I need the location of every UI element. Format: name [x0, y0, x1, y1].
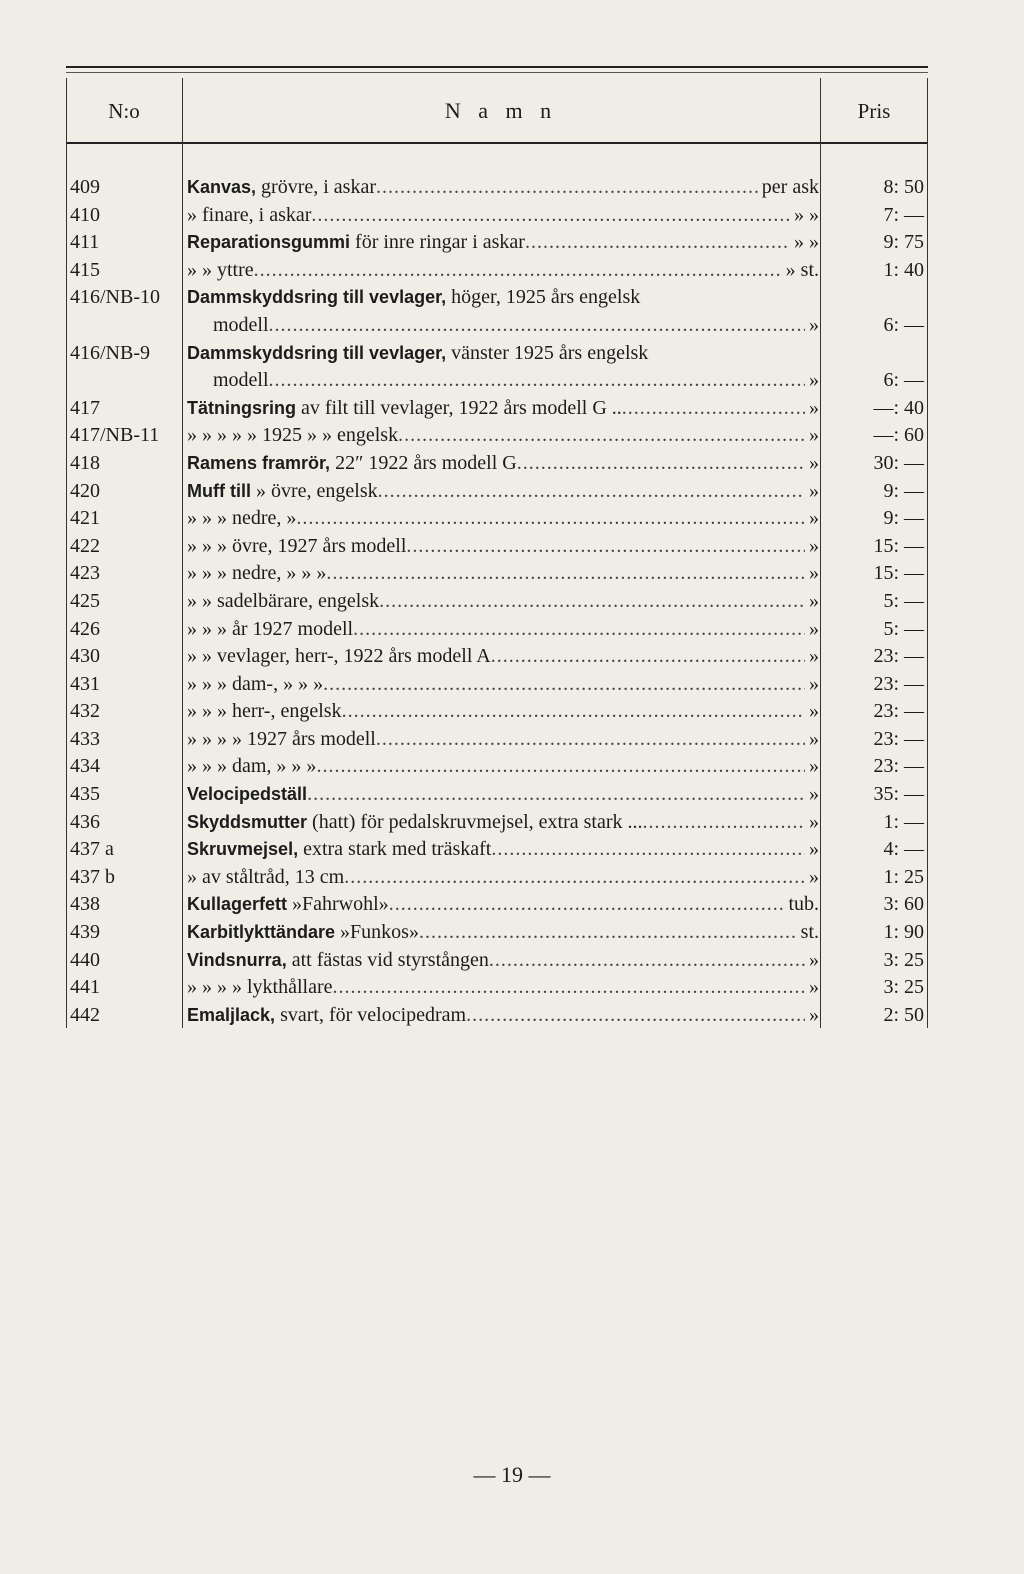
leader-dots: [353, 616, 805, 644]
item-name: [187, 753, 819, 781]
leader-dots: [525, 229, 790, 257]
item-name: [187, 560, 819, 588]
item-name-text: [187, 781, 307, 809]
item-name: [187, 533, 819, 561]
item-name: [187, 257, 819, 285]
item-price: 3: 60: [883, 893, 924, 916]
item-price: 5: —: [883, 589, 924, 612]
item-number: 418: [70, 451, 100, 474]
item-number: 417: [70, 396, 100, 419]
item-unit: »: [809, 451, 819, 474]
item-unit: »: [809, 313, 819, 336]
item-name: [187, 1002, 819, 1030]
item-price: 1: 25: [883, 865, 924, 888]
item-name-text: [187, 1002, 466, 1030]
leader-dots: [307, 781, 805, 809]
item-unit: »: [809, 534, 819, 557]
item-name-bold: Muff till: [187, 480, 251, 501]
table-row: [66, 257, 928, 285]
leader-dots: [643, 809, 806, 837]
item-unit: »: [809, 507, 819, 530]
leader-dots: [406, 533, 805, 561]
item-number: 433: [70, 727, 100, 750]
item-name-text: [187, 284, 640, 312]
item-name-bold: Vindsnurra,: [187, 949, 287, 970]
item-name-rest: » » » nedre, »: [187, 507, 297, 530]
table-row: [66, 478, 928, 506]
item-number: 417/NB-11: [70, 424, 160, 447]
leader-dots: [269, 367, 805, 395]
leader-dots: [254, 257, 782, 285]
table-row: [66, 809, 928, 837]
item-number: 442: [70, 1003, 100, 1026]
item-price: 9: —: [883, 507, 924, 530]
item-name: [187, 284, 819, 312]
item-unit: [640, 284, 644, 312]
item-price: 8: 50: [883, 176, 924, 198]
item-name-rest: » » » » 1927 års modell: [187, 727, 376, 750]
item-price: 23: —: [873, 645, 924, 668]
item-price: 23: —: [873, 727, 924, 750]
item-name: [187, 947, 819, 975]
item-name-rest: svart, för velocipedram: [275, 1003, 467, 1026]
item-name-rest: » » vevlager, herr-, 1922 års modell A: [187, 645, 491, 668]
leader-dots: [378, 478, 805, 506]
item-price: 23: —: [873, 755, 924, 778]
item-name: [187, 202, 819, 230]
table-row: [66, 671, 928, 699]
top-rule-thin: [66, 72, 928, 73]
item-name: [187, 422, 819, 450]
item-name-rest: » » » herr-, engelsk: [187, 700, 342, 723]
item-price: 3: 25: [883, 976, 924, 999]
item-name-text: [187, 202, 311, 230]
item-price: 2: 50: [883, 1003, 924, 1026]
leader-dots: [491, 836, 805, 864]
item-name-text: [187, 947, 489, 975]
item-name-rest: » av ståltråd, 13 cm: [187, 865, 345, 888]
item-name: [187, 698, 819, 726]
top-rule: [66, 66, 928, 68]
leader-dots: [269, 312, 805, 340]
item-name: [187, 726, 819, 754]
item-name-rest: » » » år 1927 modell: [187, 617, 354, 640]
item-name-text: [187, 257, 254, 285]
item-name-rest: att fästas vid styrstången: [286, 948, 489, 971]
table-row: [66, 367, 928, 395]
item-name-text: [187, 726, 376, 754]
leader-dots: [622, 395, 805, 423]
item-name-text: [187, 643, 491, 671]
item-number: 421: [70, 507, 100, 530]
leader-dots: [389, 891, 785, 919]
table-header: [66, 80, 928, 142]
item-price: 6: —: [883, 313, 924, 336]
item-name-rest: »Fahrwohl»: [287, 893, 389, 916]
table-row: [66, 1002, 928, 1030]
table-row: [66, 753, 928, 781]
item-unit: »: [809, 976, 819, 999]
table-row: [66, 284, 928, 312]
item-unit: »: [809, 672, 819, 695]
item-name: [187, 616, 819, 644]
item-name-rest: » övre, engelsk: [250, 479, 378, 502]
item-name-rest: 22″ 1922 års modell G: [330, 451, 517, 474]
item-number: 426: [70, 617, 100, 640]
item-name-rest: » » » övre, 1927 års modell: [187, 534, 407, 557]
leader-dots: [376, 174, 758, 202]
item-unit: »: [809, 645, 819, 668]
item-name-rest: för inre ringar i askar: [350, 231, 525, 254]
item-name: [187, 919, 819, 947]
page-number: — 19 —: [473, 1462, 551, 1487]
item-unit: »: [809, 479, 819, 502]
item-name-rest: modell: [213, 313, 269, 336]
table-row: [66, 643, 928, 671]
item-name-bold: Dammskyddsring till vevlager,: [187, 342, 447, 363]
item-name-bold: Karbitlykttändare: [187, 922, 336, 943]
item-unit: »: [809, 617, 819, 640]
item-name-text: [187, 560, 326, 588]
item-unit: [648, 340, 652, 368]
item-name: [187, 312, 819, 340]
table-row: [66, 202, 928, 230]
item-name: [187, 340, 819, 368]
leader-dots: [342, 698, 805, 726]
item-unit: »: [809, 948, 819, 971]
item-name-rest: (hatt) för pedalskruvmejsel, extra stark ...: [307, 810, 643, 833]
item-name-rest: » finare, i askar: [187, 203, 312, 226]
leader-dots: [489, 947, 805, 975]
item-name: [187, 974, 819, 1002]
header-name: N a m n: [444, 98, 558, 123]
item-price: 23: —: [873, 672, 924, 695]
leader-dots: [326, 560, 805, 588]
item-number: 437 b: [70, 865, 115, 888]
item-name: [187, 450, 819, 478]
item-price: 5: —: [883, 617, 924, 640]
item-number: 439: [70, 921, 100, 944]
leader-dots: [296, 505, 805, 533]
item-name-text: [187, 422, 398, 450]
table-row: [66, 340, 928, 368]
item-unit: »: [809, 865, 819, 888]
item-name-text: [187, 891, 389, 919]
item-unit: »: [809, 424, 819, 447]
item-name-text: [187, 616, 353, 644]
item-name-rest: » » sadelbärare, engelsk: [187, 589, 380, 612]
table-row: [66, 560, 928, 588]
item-name: [187, 367, 819, 395]
table-row: [66, 698, 928, 726]
table-row: [66, 947, 928, 975]
item-name: [187, 505, 819, 533]
item-price: 35: —: [873, 783, 924, 806]
item-name-bold: Kullagerfett: [187, 894, 288, 915]
item-name: [187, 588, 819, 616]
leader-dots: [419, 919, 797, 947]
item-name: [187, 174, 819, 202]
header-rule: [66, 142, 928, 144]
leader-dots: [333, 974, 805, 1002]
item-unit: » »: [794, 231, 819, 254]
item-number: 411: [70, 231, 100, 254]
item-name-rest: modell: [213, 369, 269, 392]
item-name-bold: Dammskyddsring till vevlager,: [187, 287, 447, 308]
item-name: [187, 891, 819, 919]
item-name: [187, 671, 819, 699]
item-name-rest: » » » » lykthållare: [187, 976, 333, 999]
item-price: 1: —: [883, 810, 924, 833]
item-name-text: [213, 367, 269, 395]
table-row: [66, 395, 928, 423]
item-unit: per ask: [761, 176, 819, 198]
item-name-text: [187, 174, 376, 202]
item-name-bold: Skruvmejsel,: [187, 839, 299, 860]
leader-dots: [398, 422, 805, 450]
item-name: [187, 809, 819, 837]
item-number: 409: [70, 176, 100, 198]
header-price: Pris: [857, 98, 891, 123]
item-name-rest: av filt till vevlager, 1922 års modell G ..: [296, 396, 622, 419]
item-price: 15: —: [873, 562, 924, 585]
item-number: 435: [70, 783, 100, 806]
item-unit: »: [809, 838, 819, 861]
item-name-rest: extra stark med träskaft: [298, 838, 492, 861]
leader-dots: [316, 753, 805, 781]
item-number: 432: [70, 700, 100, 723]
leader-dots: [517, 450, 805, 478]
item-price: 4: —: [883, 838, 924, 861]
item-name-text: [187, 809, 643, 837]
item-price: 30: —: [873, 451, 924, 474]
table-row: [66, 588, 928, 616]
item-number: 416/NB-10: [70, 286, 160, 309]
item-unit: »: [809, 755, 819, 778]
item-price: 7: —: [883, 203, 924, 226]
item-unit: » »: [794, 203, 819, 226]
item-number: 436: [70, 810, 100, 833]
table-row: [66, 726, 928, 754]
table-row: [66, 919, 928, 947]
item-unit: »: [809, 562, 819, 585]
leader-dots: [466, 1002, 805, 1030]
item-name: [187, 836, 819, 864]
item-name-bold: Emaljlack,: [187, 1004, 276, 1025]
item-number: 431: [70, 672, 100, 695]
item-unit: »: [809, 700, 819, 723]
item-name: [187, 864, 819, 892]
item-name-rest: » » yttre: [187, 258, 254, 281]
item-name-text: [187, 671, 323, 699]
item-name-text: [187, 588, 379, 616]
item-name-rest: » » » nedre, » » »: [187, 562, 327, 585]
item-name-rest: »Funkos»: [335, 921, 419, 944]
item-unit: »: [809, 396, 819, 419]
table-row: [66, 974, 928, 1002]
item-name-text: [187, 919, 419, 947]
item-number: 430: [70, 645, 100, 668]
table-row: [66, 450, 928, 478]
item-unit: st.: [800, 921, 819, 944]
table-row: [66, 836, 928, 864]
item-number: 423: [70, 562, 100, 585]
item-name-text: [187, 974, 333, 1002]
item-number: 438: [70, 893, 100, 916]
item-unit: »: [809, 589, 819, 612]
item-name-text: [187, 229, 525, 257]
table-row: [66, 891, 928, 919]
item-unit: »: [809, 1003, 819, 1026]
item-number: 415: [70, 258, 100, 281]
leader-dots: [323, 671, 805, 699]
leader-dots: [311, 202, 790, 230]
table-row: [66, 864, 928, 892]
item-name-text: [213, 312, 269, 340]
table-row: [66, 533, 928, 561]
item-number: 441: [70, 976, 100, 999]
item-name-text: [187, 395, 622, 423]
item-name-bold: Reparationsgummi: [187, 232, 351, 253]
item-unit: »: [809, 727, 819, 750]
item-unit: » st.: [785, 258, 819, 281]
item-number: 416/NB-9: [70, 341, 150, 364]
item-name-text: [187, 753, 316, 781]
item-name: [187, 395, 819, 423]
table-row: [66, 312, 928, 340]
item-unit: »: [809, 369, 819, 392]
item-name-rest: » » » » » 1925 » » engelsk: [187, 424, 399, 447]
item-name-bold: Skyddsmutter: [187, 811, 308, 832]
item-name: [187, 643, 819, 671]
item-name-bold: Kanvas,: [187, 177, 257, 197]
table-row: [66, 781, 928, 809]
item-name-text: [187, 533, 406, 561]
leader-dots: [491, 643, 805, 671]
leader-dots: [344, 864, 805, 892]
table-row: [66, 174, 928, 202]
item-number: 422: [70, 534, 100, 557]
item-price: 1: 40: [883, 258, 924, 281]
item-number: 437 a: [70, 838, 114, 861]
item-price: —: 40: [873, 396, 924, 419]
leader-dots: [379, 588, 805, 616]
table-row: [66, 616, 928, 644]
item-number: 434: [70, 755, 100, 778]
item-name-text: [187, 478, 378, 506]
header-no: N:o: [108, 98, 140, 123]
item-name-rest: höger, 1925 års engelsk: [446, 286, 641, 309]
item-unit: »: [809, 810, 819, 833]
item-name-bold: Ramens framrör,: [187, 452, 331, 473]
item-name-rest: » » » dam, » » »: [187, 755, 317, 778]
item-number: 410: [70, 203, 100, 226]
item-unit: tub.: [788, 893, 819, 916]
item-name-text: [187, 340, 648, 368]
table-row: [66, 505, 928, 533]
item-price: —: 60: [873, 424, 924, 447]
item-name-bold: Tätningsring: [187, 397, 296, 418]
table-row: [66, 229, 928, 257]
item-number: 440: [70, 948, 100, 971]
item-number: 425: [70, 589, 100, 612]
item-name: [187, 229, 819, 257]
item-price: 15: —: [873, 534, 924, 557]
item-price: 3: 25: [883, 948, 924, 971]
item-name-bold: Velocipedställ: [187, 784, 308, 805]
item-name-text: [187, 450, 517, 478]
table-row: [66, 422, 928, 450]
item-name-rest: vänster 1925 års engelsk: [446, 341, 649, 364]
item-price: 6: —: [883, 369, 924, 392]
item-price: 23: —: [873, 700, 924, 723]
item-price: 9: —: [883, 479, 924, 502]
item-unit: »: [809, 783, 819, 806]
leader-dots: [376, 726, 805, 754]
item-price: 1: 90: [883, 921, 924, 944]
item-price: 9: 75: [883, 231, 924, 254]
item-name: [187, 781, 819, 809]
item-name-text: [187, 864, 344, 892]
price-table-body: [66, 174, 928, 1029]
item-name: [187, 478, 819, 506]
item-name-rest: » » » dam-, » » »: [187, 672, 324, 695]
item-name-text: [187, 836, 491, 864]
item-number: 420: [70, 479, 100, 502]
item-name-text: [187, 505, 296, 533]
item-name-text: [187, 698, 342, 726]
item-name-rest: grövre, i askar: [256, 176, 376, 198]
